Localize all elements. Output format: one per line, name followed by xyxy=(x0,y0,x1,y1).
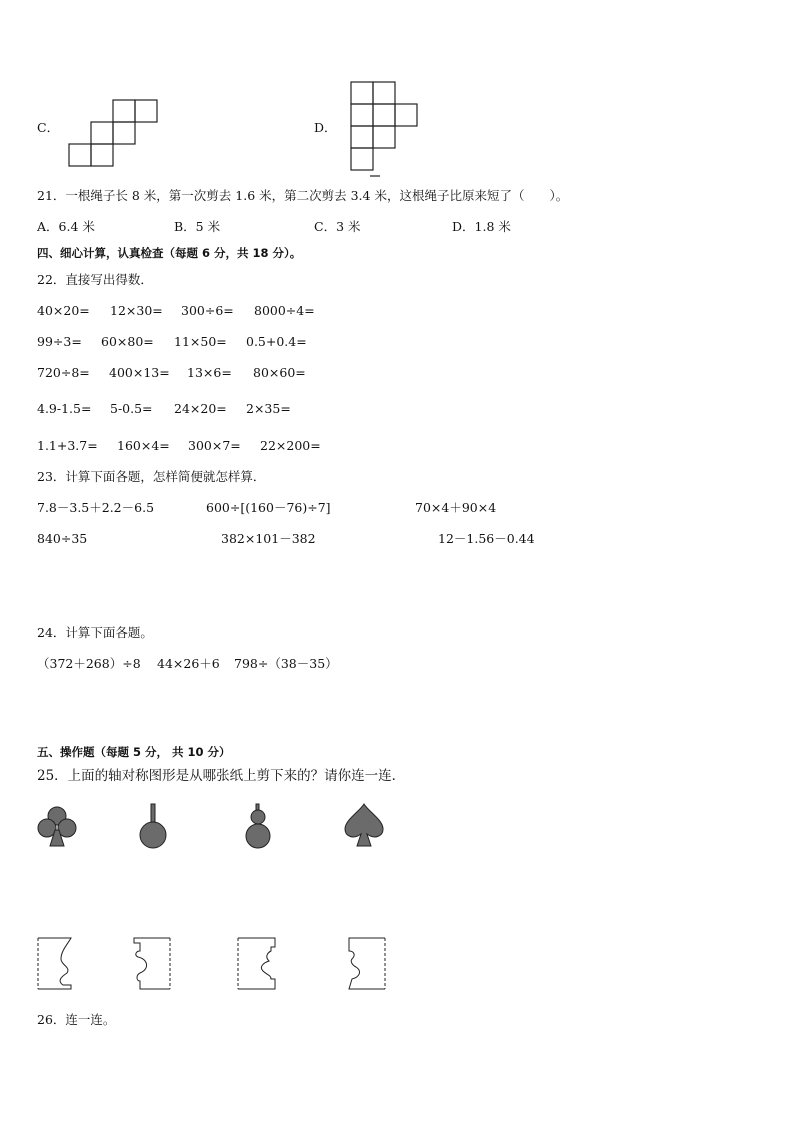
q23-item: 70×4＋90×4 xyxy=(415,500,497,515)
q24-item: 798÷（38－35） xyxy=(234,656,338,671)
q23-stem: 23．计算下面各题，怎样简便就怎样算． xyxy=(37,469,266,484)
q22-item: 0.5+0.4= xyxy=(246,334,307,349)
q22-item: 80×60= xyxy=(253,365,306,380)
folded-paper-2-icon xyxy=(132,937,174,991)
folded-paper-3-icon xyxy=(237,937,279,991)
gourd-shape-icon xyxy=(243,803,273,849)
q22-item: 11×50= xyxy=(174,334,227,349)
bottle-shape-icon xyxy=(138,803,168,849)
q22-item: 400×13= xyxy=(109,365,170,380)
q21-option-d: D．1.8 米 xyxy=(452,219,511,234)
q23-item: 12－1.56－0.44 xyxy=(438,531,535,546)
q22-item: 300÷6= xyxy=(181,303,234,318)
q26-stem: 26．连一连。 xyxy=(37,1012,116,1027)
q25-stem: 25．上面的轴对称图形是从哪张纸上剪下来的？请你连一连． xyxy=(37,768,406,784)
q24-stem: 24．计算下面各题。 xyxy=(37,625,153,640)
q22-item: 12×30= xyxy=(110,303,163,318)
q21-option-b: B．5 米 xyxy=(174,219,221,234)
q22-item: 160×4= xyxy=(117,438,170,453)
q22-item: 24×20= xyxy=(174,401,227,416)
q20-option-d-label: D． xyxy=(314,120,337,135)
q23-item: 600÷[(160－76)÷7] xyxy=(206,500,331,515)
net-c-icon xyxy=(68,99,160,167)
club-shape-icon xyxy=(36,806,78,848)
q22-stem: 22．直接写出得数． xyxy=(37,272,153,287)
q22-item: 13×6= xyxy=(187,365,232,380)
q23-item: 382×101－382 xyxy=(221,531,316,546)
q22-item: 300×7= xyxy=(188,438,241,453)
q21-stem: 21．一根绳子长 8 米，第一次剪去 1.6 米，第二次剪去 3.4 米，这根绳子比原来短了（ ）。 xyxy=(37,188,569,203)
q24-item: （372＋268）÷8 xyxy=(37,656,141,671)
spade-shape-icon xyxy=(341,802,387,848)
section5-title: 五、操作题（每题 5 分， 共 10 分） xyxy=(37,745,231,759)
q23-item: 7.8－3.5＋2.2－6.5 xyxy=(37,500,155,515)
q22-item: 5-0.5= xyxy=(110,401,153,416)
q23-item: 840÷35 xyxy=(37,531,88,546)
section4-title: 四、细心计算，认真检查（每题 6 分，共 18 分）。 xyxy=(37,246,302,260)
q21-option-a: A．6.4 米 xyxy=(37,219,95,234)
net-d-icon xyxy=(350,81,420,179)
q22-item: 8000÷4= xyxy=(254,303,315,318)
q22-item: 99÷3= xyxy=(37,334,82,349)
q22-item: 60×80= xyxy=(101,334,154,349)
q22-item: 22×200= xyxy=(260,438,321,453)
q22-item: 2×35= xyxy=(246,401,291,416)
q22-item: 4.9-1.5= xyxy=(37,401,92,416)
folded-paper-1-icon xyxy=(37,937,79,991)
q22-item: 720÷8= xyxy=(37,365,90,380)
q20-option-c-label: C． xyxy=(37,120,60,135)
q21-option-c: C．3 米 xyxy=(314,219,361,234)
folded-paper-4-icon xyxy=(346,937,388,991)
q24-item: 44×26＋6 xyxy=(157,656,220,671)
q22-item: 1.1+3.7= xyxy=(37,438,98,453)
q22-item: 40×20= xyxy=(37,303,90,318)
